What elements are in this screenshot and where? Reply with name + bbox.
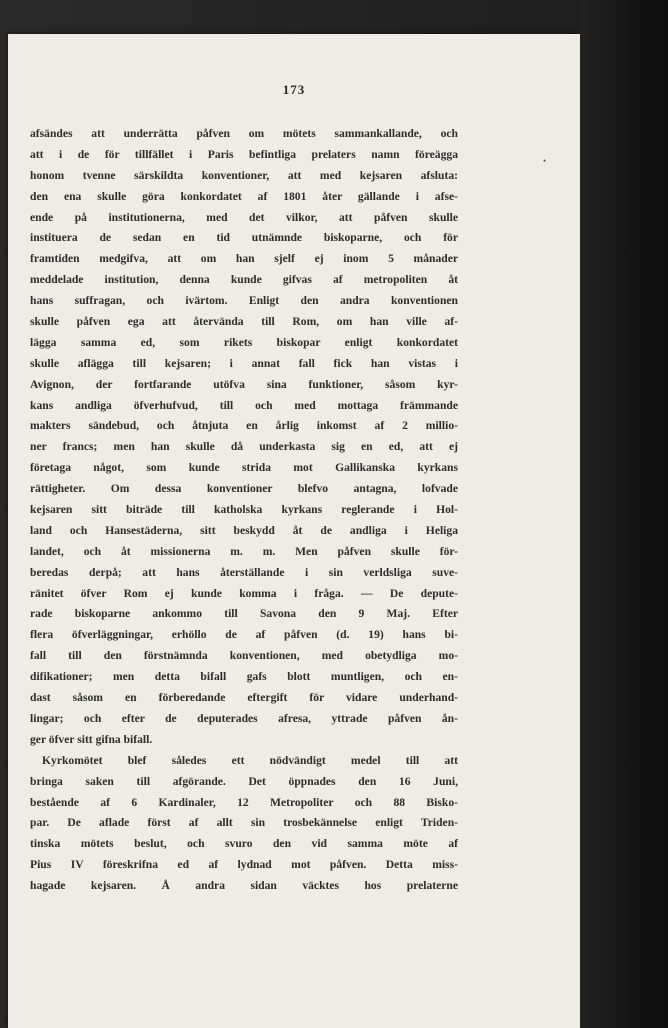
text-line: hans suffragan, och ivärtom. Enligt den andra konventionen <box>30 294 458 308</box>
text-line: Kyrkomötet blef således ett nödvändigt medel till att <box>42 753 458 767</box>
book-page <box>8 34 580 1028</box>
book-spine-shadow <box>580 0 668 1028</box>
body-text <box>30 124 458 897</box>
text-line: bringa saken till afgörande. Det öppnades den 16 Juni, <box>30 774 458 788</box>
text-line: framtiden medgifva, att om han sjelf ej inom 5 månader <box>30 252 458 266</box>
text-line: ränitet öfver Rom ej kunde komma i fråga. — De depute- <box>30 586 458 600</box>
text-line: bestående af 6 Kardinaler, 12 Metropoliter och 88 Bisko- <box>30 795 458 809</box>
text-line: beredas derpå; att hans återställande i sin verldsliga suve- <box>30 565 458 579</box>
text-line: rade biskoparne ankommo till Savona den 9 Maj. Efter <box>30 607 458 621</box>
text-line: ger öfver sitt gifna bifall. <box>30 732 153 746</box>
text-line: kans andliga öfverhufvud, till och med mottaga främmande <box>30 398 458 412</box>
text-line: företaga något, som kunde strida mot Gallikanska kyrkans <box>30 461 458 475</box>
margin-mark: • <box>543 156 547 166</box>
text-line: skulle aflägga till kejsaren; i annat fall fick han vistas i <box>30 356 458 370</box>
page-number: 173 <box>282 82 306 97</box>
text-line: instituera de sedan en tid utnämnde biskoparne, och för <box>30 231 458 245</box>
text-line: den ena skulle göra konkordatet af 1801 åter gällande i afse- <box>30 189 458 203</box>
text-line: difikationer; men detta bifall gafs blott muntligen, och en- <box>30 670 458 684</box>
text-line: dast såsom en förberedande eftergift för vidare underhand- <box>30 691 458 705</box>
text-line: lingar; och efter de deputerades afresa, yttrade påfven ån- <box>30 711 458 725</box>
text-line: Pius IV föreskrifna ed af lydnad mot påfven. Detta miss- <box>30 858 458 872</box>
text-line: flera öfverläggningar, erhöllo de af påfven (d. 19) hans bi- <box>30 628 458 642</box>
text-line: att i de för tillfället i Paris befintliga prelaters namn föreägga <box>30 147 458 161</box>
text-line: ende på institutionerna, med det vilkor, att påfven skulle <box>30 210 458 224</box>
text-line: honom tvenne särskildta konventioner, att med kejsaren afsluta: <box>30 168 458 182</box>
text-line: makters sändebud, och åtnjuta en årlig inkomst af 2 millio- <box>30 419 458 433</box>
text-line: par. De aflade först af allt sin trosbekännelse enligt Triden- <box>30 816 458 830</box>
text-line: lägga samma ed, som rikets biskopar enligt konkordatet <box>30 335 458 349</box>
text-line: land och Hansestäderna, sitt beskydd åt de andliga i Heliga <box>30 523 458 537</box>
text-line: hagade kejsaren. Å andra sidan väcktes hos prelaterne <box>30 879 458 893</box>
text-line: Avignon, der fortfarande utöfva sina funktioner, såsom kyr- <box>30 377 458 391</box>
text-line: skulle påfven ega att återvända till Rom, om han ville af- <box>30 315 458 329</box>
text-line: rättigheter. Om dessa konventioner blefvo antagna, lofvade <box>30 482 458 496</box>
text-line: afsändes att underrätta påfven om mötets sammankallande, och <box>30 127 458 140</box>
text-line: ner francs; men han skulle då underkasta sig en ed, att ej <box>30 440 458 454</box>
text-line: kejsaren sitt biträde till katholska kyrkans reglerande i Hol- <box>30 503 458 517</box>
text-line: landet, och åt missionerna m. m. Men påfven skulle för- <box>30 544 458 558</box>
text-line: fall till den förstnämnda konventionen, med obetydliga mo- <box>30 649 458 663</box>
text-line: meddelade institution, denna kunde gifvas af metropoliten åt <box>30 273 458 287</box>
text-line: tinska mötets beslut, och svuro den vid samma möte af <box>30 837 458 851</box>
